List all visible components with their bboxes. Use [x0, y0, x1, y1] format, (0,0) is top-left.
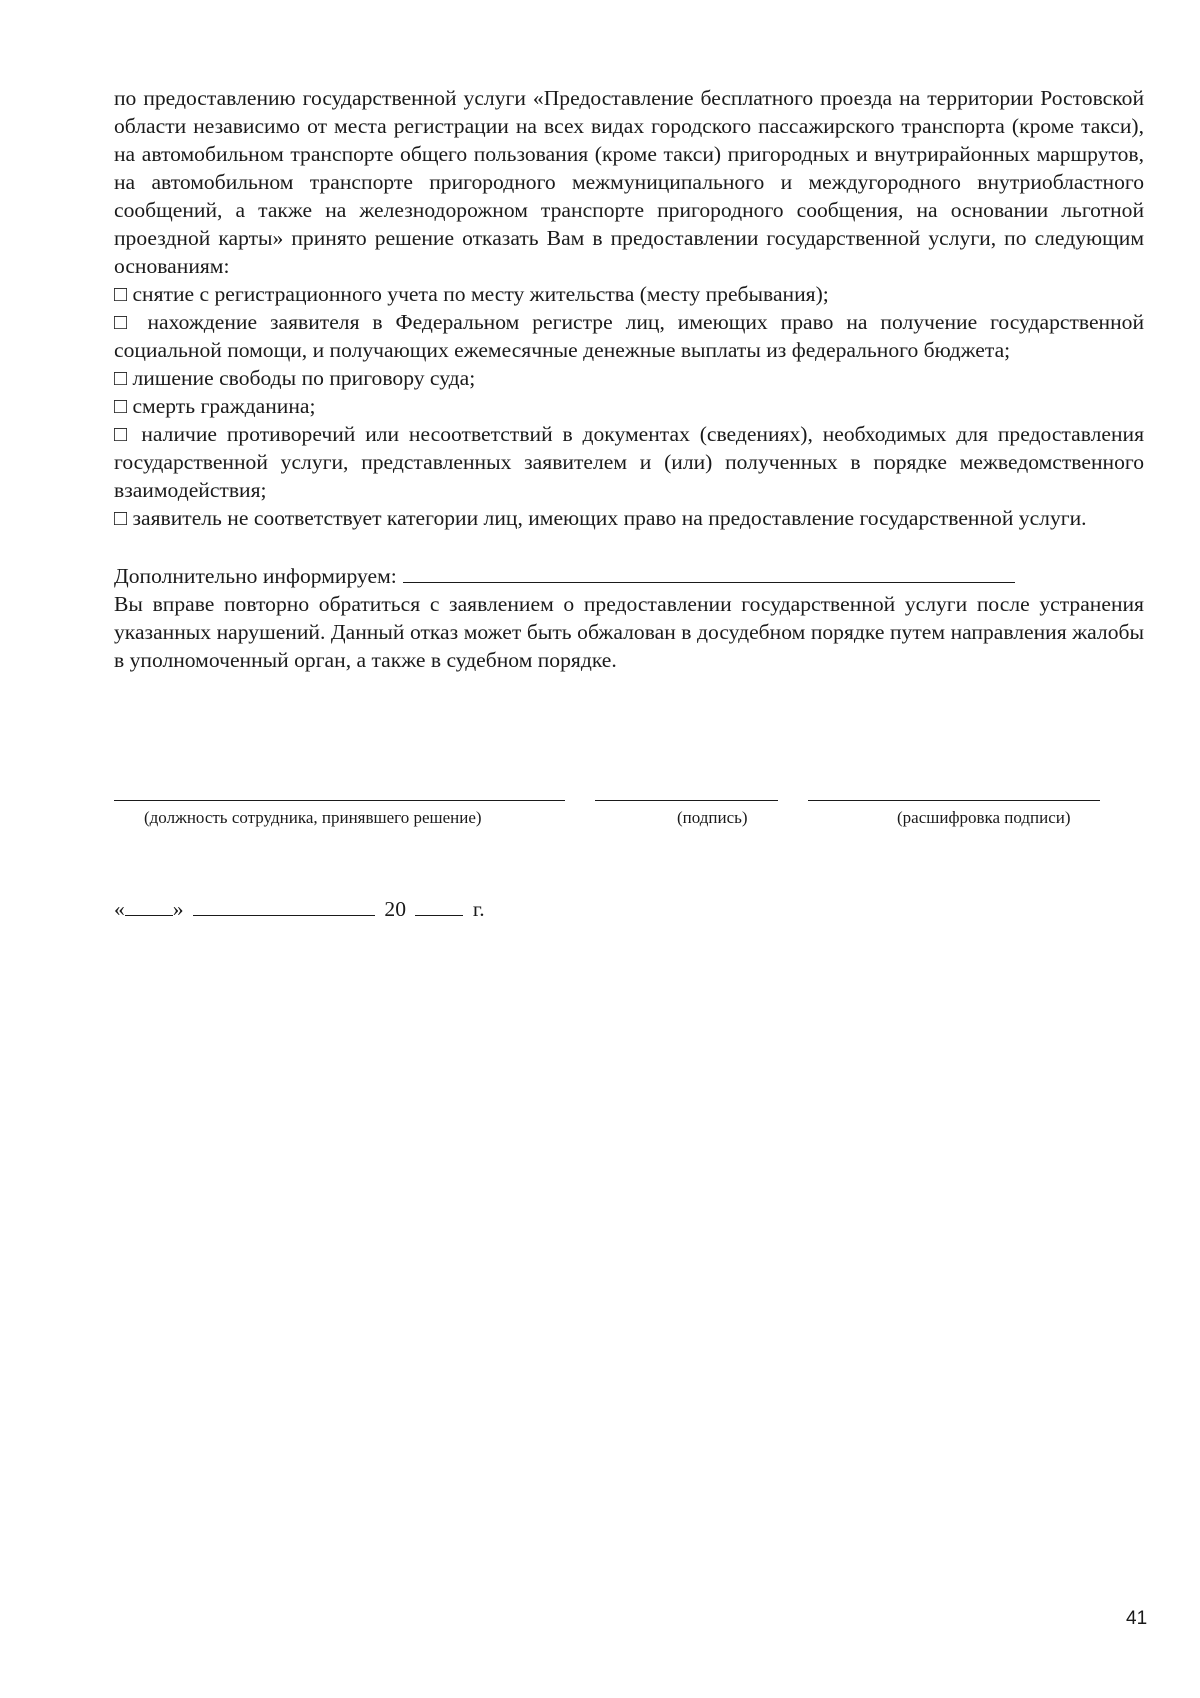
position-caption: (должность сотрудника, принявшего решение) [144, 808, 482, 827]
reason-text: снятие с регистрационного учета по месту жительства (месту пребывания); [132, 282, 829, 306]
month-blank [193, 895, 375, 916]
date-line [114, 895, 485, 923]
date-open-quote: « [114, 897, 125, 921]
reason-item [114, 504, 1144, 532]
decoding-caption: (расшифровка подписи) [897, 808, 1071, 827]
year-suffix: г. [472, 897, 485, 921]
page-number: 41 [1126, 1608, 1148, 1629]
checkbox-icon: □ [114, 366, 128, 390]
checkbox-icon: □ [114, 506, 128, 530]
reason-item [114, 364, 1144, 392]
document-body [114, 84, 1144, 674]
year-prefix: 20 [384, 897, 406, 921]
reason-item [114, 308, 1144, 364]
blank-spacer [114, 532, 1144, 560]
reason-text: заявитель не соответствует категории лиц, имеющих право на предоставление государственной услуги. [132, 506, 1087, 530]
checkbox-icon: □ [114, 422, 132, 446]
signature-caption: (подпись) [677, 808, 748, 827]
signature-line [595, 800, 778, 801]
reason-text: нахождение заявителя в Федеральном регистре лиц, имеющих право на получение государственной социальной помощи, и получающих ежемесячные денежные выплаты из федерального бюджета; [114, 310, 1144, 362]
reason-text: лишение свободы по приговору суда; [132, 366, 476, 390]
additional-info-field [403, 560, 1015, 583]
reason-text: наличие противоречий или несоответствий в документах (сведениях), необходимых для предоставления государственной услуги, представленных заявителем и (или) полученных в порядке межведомственного взаимодействия; [114, 422, 1145, 502]
reason-item [114, 392, 1144, 420]
position-line [114, 800, 565, 801]
reason-item [114, 280, 1144, 308]
day-blank [125, 895, 173, 916]
intro-paragraph: по предоставлению государственной услуги «Предоставление бесплатного проезда на территории Ростовской области независимо от места регистрации на всех видах городского пассажирского транспорта (кроме такси), на автомобильном транспорте общего пользования (кроме такси) пригородных и внутрирайонных маршрутов, на автомобильном транспорте пригородного межмуниципального и междугородного внутриобластного сообщений, а также на железнодорожном транспорте пригородного сообщения, на основании льготной проездной карты» принято решение отказать Вам в предоставлении государственной услуги, по следующим основаниям: [114, 86, 1144, 278]
additional-info-line [114, 560, 1144, 590]
checkbox-icon: □ [114, 282, 128, 306]
reason-item [114, 420, 1144, 504]
year-blank [415, 895, 463, 916]
appeal-paragraph: Вы вправе повторно обратиться с заявлением о предоставлении государственной услуги после устранения указанных нарушений. Данный отказ может быть обжалован в досудебном порядке путем направления жалобы в уполномоченный орган, а также в судебном порядке. [114, 592, 1144, 672]
signature-block [114, 800, 1114, 850]
reason-text: смерть гражданина; [132, 394, 316, 418]
checkbox-icon: □ [114, 394, 128, 418]
checkbox-icon: □ [114, 310, 135, 334]
date-close-quote: » [172, 897, 184, 921]
decoding-line [808, 800, 1100, 801]
additional-info-label: Дополнительно информируем: [114, 564, 397, 588]
